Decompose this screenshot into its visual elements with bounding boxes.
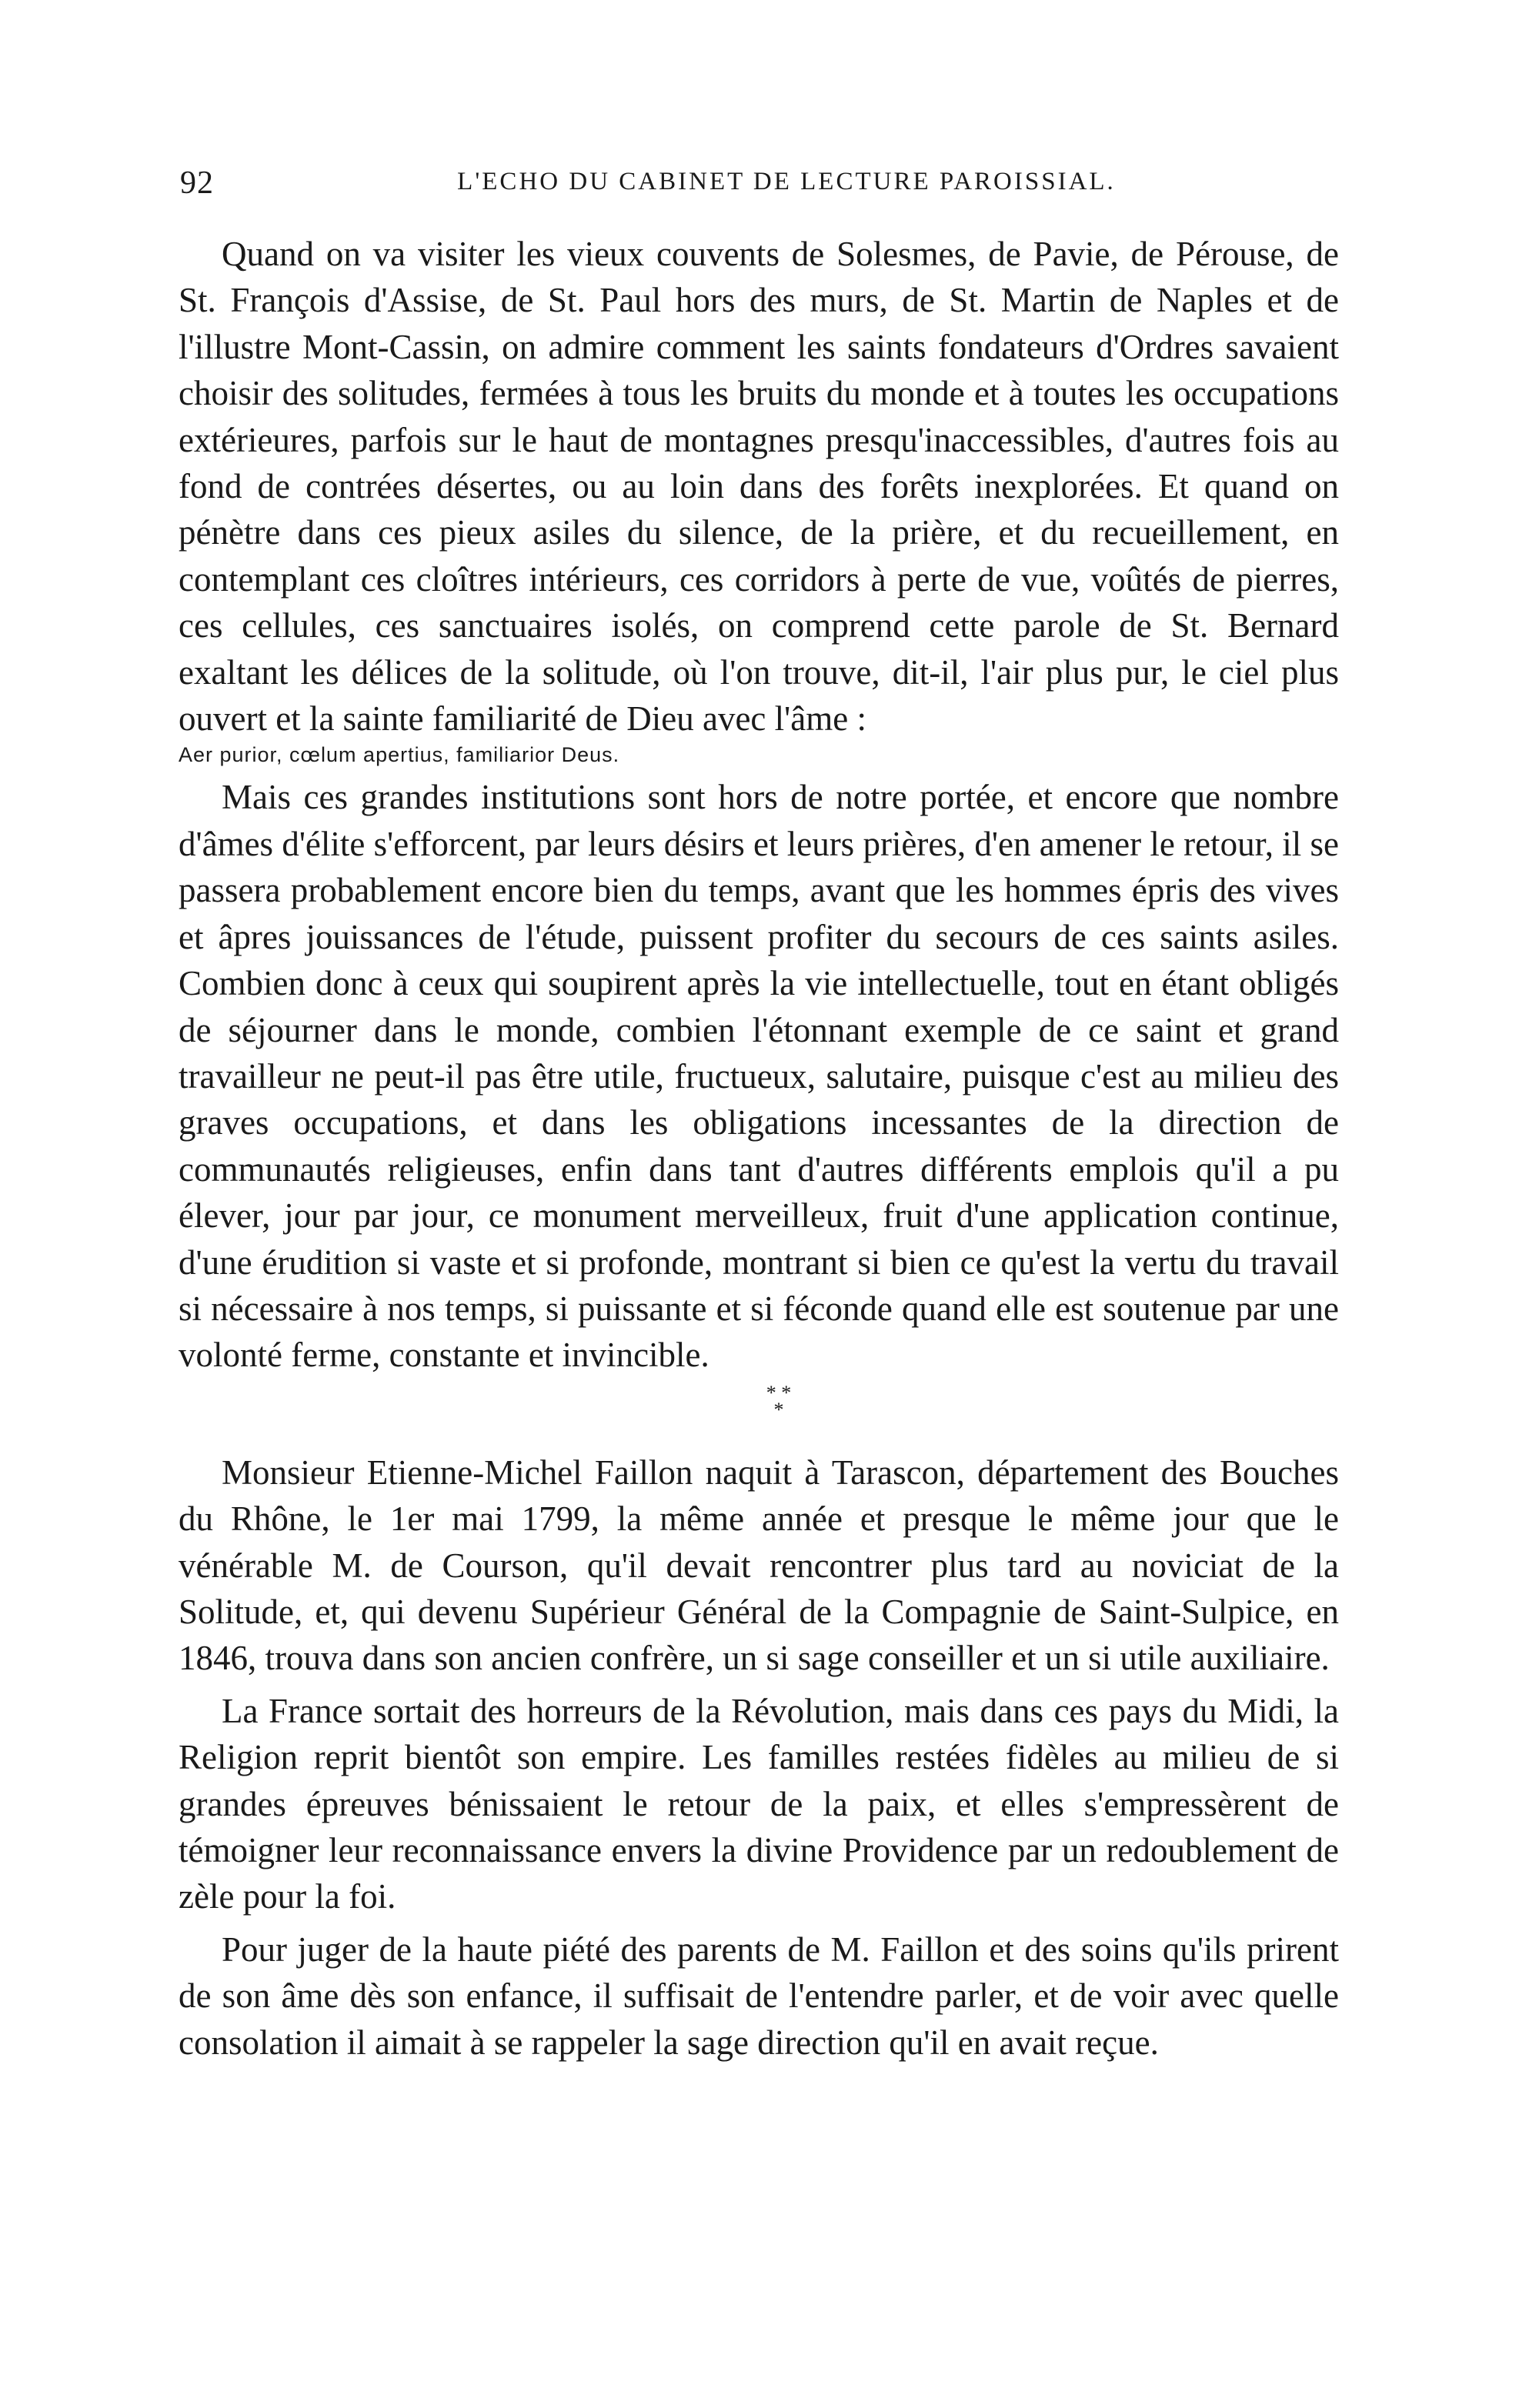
page-header [180, 165, 1362, 211]
latin-quotation: Aer purior, cœlum apertius, familiarior Deus. [179, 743, 620, 767]
paragraph-birth: Monsieur Etienne-Michel Faillon naquit à Tarascon, département des Bouches du Rhône, le 1er mai 1799, la même année et presque le même jour que le vénérable M. de Courson, qu'il devait rencontrer plus tard au noviciat de la Solitude, et, qui devenu Supérieur Général de la Compagnie de Saint-Sulpice, en 1846, trouva dans son ancien confrère, un si sage conseiller et un si utile auxiliaire. [179, 1452, 1339, 1678]
paragraph-institutions: Mais ces grandes institutions sont hors de notre portée, et encore que nombre d'âmes d'élite s'efforcent, par leurs désirs et leurs prières, d'en amener le retour, il se passera probablement encore bien du temps, avant que les hommes épris des vives et âpres jouissances de l'étude, puissent profiter du secours de ces saints asiles. Combien donc à ceux qui soupirent après la vie intellectuelle, tout en étant obligés de séjourner dans le monde, combien l'étonnant exemple de ce saint et grand travailleur ne peut-il pas être utile, fructueux, salutaire, puisque c'est au milieu des graves occupations, et dans les obligations incessantes de la direction de communautés religieuses, enfin dans tant d'autres différents emplois qu'il a pu élever, jour par jour, ce monument merveilleux, fruit d'une application continue, d'une érudition si vaste et si profonde, montrant si bien ce qu'est la vertu du travail si nécessaire à nos temps, si puissante et si féconde quand elle est soutenue par une volonté ferme, constante et invincible. [179, 778, 1339, 1375]
paragraph-revolution: La France sortait des horreurs de la Révolution, mais dans ces pays du Midi, la Religion reprit bientôt son empire. Les familles restées fidèles au milieu de si grandes épreuves bénissaient le retour de la paix, et elles s'empressèrent de témoigner leur reconnaissance envers la divine Providence par un redoublement de zèle pour la foi. [179, 1691, 1339, 1916]
separator-stars-top: * * [766, 1381, 792, 1404]
separator-star-bottom: * [773, 1398, 784, 1421]
paragraph-monasteries: Quand on va visiter les vieux couvents de Solesmes, de Pavie, de Pérouse, de St. François d'Assise, de St. Paul hors des murs, de St. Martin de Naples et de l'illustre Mont-Cassin, on admire comment les saints fondateurs d'Ordres savaient choisir des solitudes, fermées à tous les bruits du monde et à toutes les occupations extérieures, parfois sur le haut de montagnes presqu'inaccessibles, d'autres fois au fond de contrées désertes, ou au loin dans des forêts inexplorées. Et quand on pénètre dans ces pieux asiles du silence, de la prière, et du recueillement, en contemplant ces cloîtres intérieurs, ces corridors à perte de vue, voûtés de pierres, ces cellules, ces sanctuaires isolés, on comprend cette parole de St. Bernard exaltant les délices de la solitude, où l'on trouve, dit-il, l'air plus pur, le ciel plus ouvert et la sainte familiarité de Dieu avec l'âme : [179, 235, 1339, 739]
body-text [179, 231, 1339, 2066]
page-number: 92 [180, 165, 214, 201]
section-separator [179, 1379, 1339, 1449]
paragraph-parents: Pour juger de la haute piété des parents de M. Faillon et des soins qu'ils prirent de son âme dès son enfance, il suffisait de l'entendre parler, et de voir avec quelle consolation il aimait à se rappeler la sage direction qu'il en avait reçue. [179, 1929, 1339, 2062]
running-title: L'ECHO DU CABINET DE LECTURE PAROISSIAL. [457, 168, 1116, 195]
